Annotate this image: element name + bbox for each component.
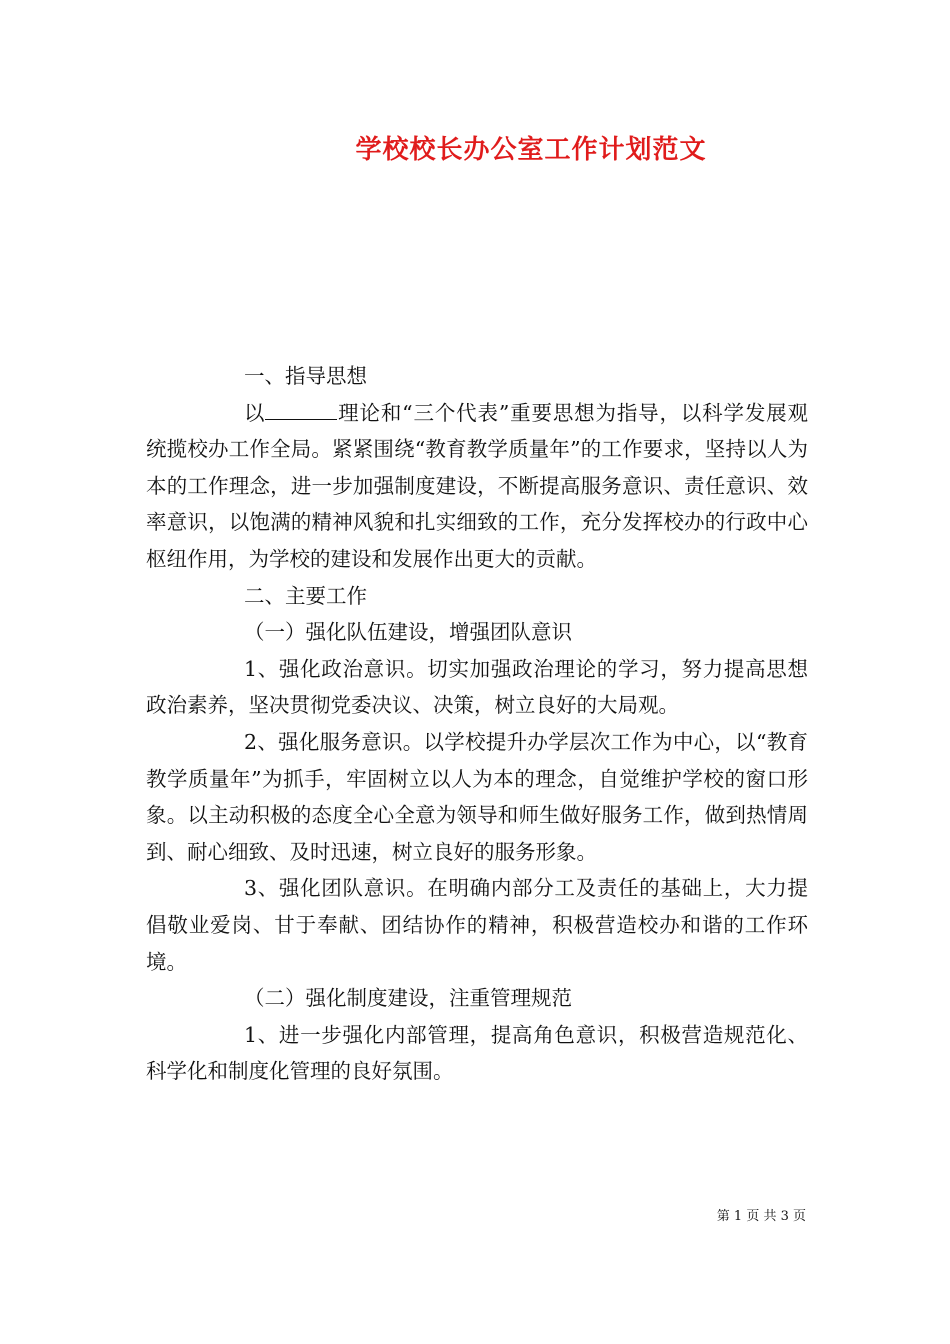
subsection-heading-team: （一）强化队伍建设，增强团队意识	[244, 620, 572, 645]
blank-fill-line	[265, 401, 337, 420]
section-heading-main-work: 二、主要工作	[244, 583, 367, 608]
page-number-footer: 第 1 页 共 3 页	[716, 1209, 806, 1224]
document-title: 学校校长办公室工作计划范文	[355, 135, 707, 165]
section-heading-guiding-ideology: 一、指导思想	[244, 364, 367, 388]
paragraph-internal-management: 1、进一步强化内部管理，提高角色意识，积极营造规范化、科学化和制度化管理的良好氛围。	[146, 1022, 808, 1084]
paragraph-prefix: 以	[244, 400, 266, 425]
subsection-heading-system: （二）强化制度建设，注重管理规范	[244, 986, 572, 1011]
paragraph-text: 理论和“三个代表”重要思想为指导，以科学发展观统揽校办工作全局。紧紧围绕“教育教学质量年”的工作要求，坚持以人为本的工作理念，进一步加强制度建设，不断提高服务意识、责任意识、效率意识，以饱满的精神风貌和扎实细致的工作，充分发挥校办的行政中心枢纽作用，为学校的建设和发展作出更大的贡献。	[146, 400, 808, 571]
paragraph-team-awareness: 3、强化团队意识。在明确内部分工及责任的基础上，大力提倡敬业爱岗、甘于奉献、团结协作的精神，积极营造校办和谐的工作环境。	[146, 876, 808, 974]
paragraph-political-awareness: 1、强化政治意识。切实加强政治理论的学习，努力提高思想政治素养，坚决贯彻党委决议、决策，树立良好的大局观。	[146, 656, 808, 718]
paragraph-service-awareness: 2、强化服务意识。以学校提升办学层次工作为中心，以“教育教学质量年”为抓手，牢固树立以人为本的理念，自觉维护学校的窗口形象。以主动积极的态度全心全意为领导和师生做好服务工作，做到热情周到、耐心细致、及时迅速，树立良好的服务形象。	[146, 729, 808, 864]
document-body	[146, 358, 808, 1090]
paragraph-guiding-ideology	[146, 395, 808, 578]
